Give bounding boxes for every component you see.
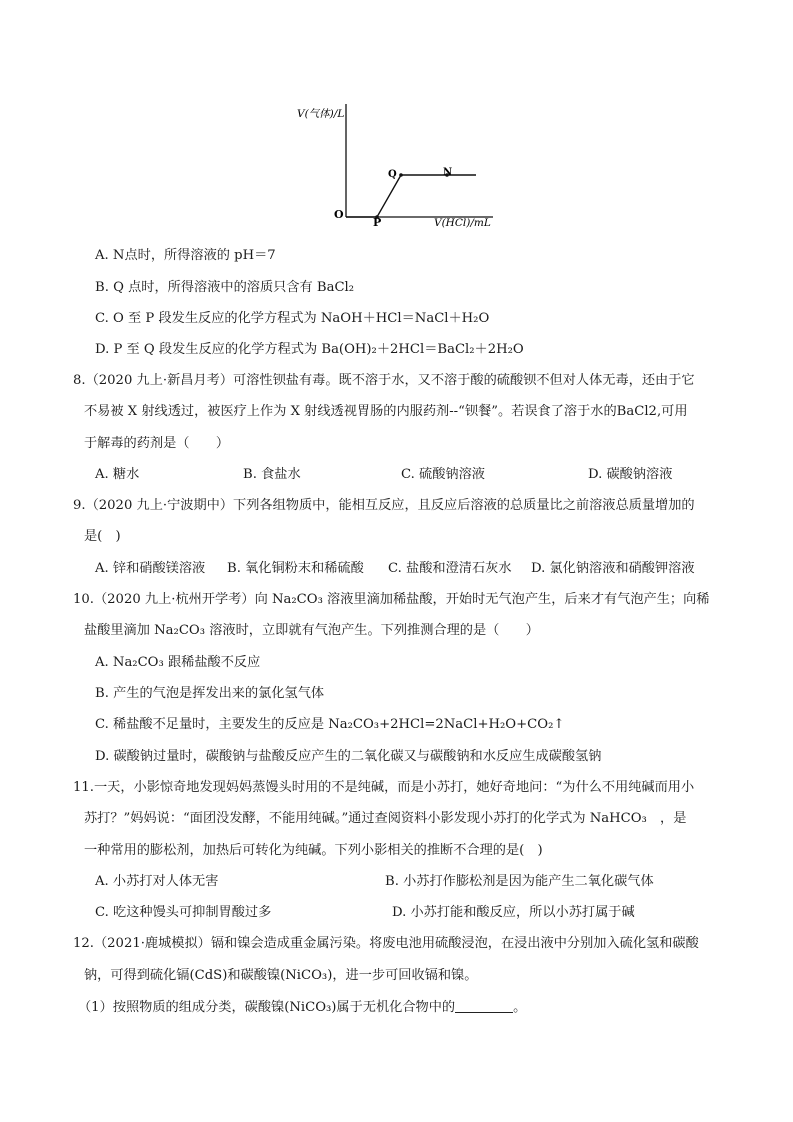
q11-stem-line3: 一种常用的膨松剂，加热后可转化为纯碱。下列小影相关的推断不合理的是( ) [84, 843, 543, 858]
q7-option-b: B. Q 点时，所得溶液中的溶质只含有 BaCl₂ [95, 280, 355, 295]
point-n-label: N [443, 167, 453, 178]
q10-option-c: C. 稀盐酸不足量时，主要发生的反应是 Na₂CO₃+2HCl=2NaCl+H₂O+CO₂↑ [95, 717, 565, 732]
q10-stem-line1: 10.（2020 九上·杭州开学考）向 Na₂CO₃ 溶液里滴加稀盐酸，开始时无气泡产生，后来才有气泡产生；向稀 [73, 592, 710, 607]
q9-option-d: D. 氯化钠溶液和硝酸钾溶液 [531, 561, 695, 576]
q8-option-b: B. 食盐水 [243, 467, 301, 482]
q7-option-c: C. O 至 P 段发生反应的化学方程式为 NaOH＋HCl＝NaCl＋H₂O [95, 311, 490, 326]
point-q-marker [399, 173, 403, 177]
q7-option-a: A. N点时，所得溶液的 pH＝7 [95, 248, 276, 263]
q8-stem-line3: 于解毒的药剂是（ ） [84, 436, 230, 451]
q8-option-a: A. 糖水 [95, 467, 140, 482]
q9-option-a: A. 锌和硝酸镁溶液 [95, 561, 206, 576]
q8-stem-line1: 8.（2020 九上·新昌月考）可溶性钡盐有毒。既不溶于水，又不溶于酸的硫酸钡不但对人体无毒，还由于它 [73, 373, 695, 388]
q12-stem-line2: 钠，可得到硫化镉(CdS)和碳酸镍(NiCO₃)，进一步可回收镉和镍。 [84, 968, 478, 983]
q9-option-c: C. 盐酸和澄清石灰水 [388, 561, 512, 576]
origin-label: O [334, 208, 344, 221]
q8-stem-line2: 不易被 X 射线透过，被医疗上作为 X 射线透视胃肠的内服药剂--“钡餐”。若误食了溶于水的BaCl2,可用 [84, 404, 688, 419]
q10-stem-line2: 盐酸里滴加 Na₂CO₃ 溶液时，立即就有气泡产生。下列推测合理的是（ ） [84, 623, 539, 638]
q11-option-c: C. 吃这种馒头可抑制胃酸过多 [95, 905, 272, 920]
q11-option-a: A. 小苏打对人体无害 [95, 874, 219, 889]
q7-option-d: D. P 至 Q 段发生反应的化学方程式为 Ba(OH)₂＋2HCl＝BaCl₂＋2H₂O [95, 342, 524, 357]
answer-blank[interactable] [455, 998, 513, 1013]
q10-option-a: A. Na₂CO₃ 跟稀盐酸不反应 [95, 655, 261, 670]
q8-option-d: D. 碳酸钠溶液 [588, 467, 673, 482]
graph-curve [346, 175, 476, 217]
q10-option-d: D. 碳酸钠过量时，碳酸钠与盐酸反应产生的二氧化碳又与碳酸钠和水反应生成碳酸氢钠 [95, 749, 602, 764]
q8-option-c: C. 硫酸钠溶液 [401, 467, 485, 482]
q10-option-b: B. 产生的气泡是挥发出来的氯化氢气体 [95, 686, 325, 701]
q9-option-b: B. 氧化铜粉末和稀硫酸 [227, 561, 364, 576]
q11-stem-line1: 11.一天，小影惊奇地发现妈妈蒸馒头时用的不是纯碱，而是小苏打，她好奇地问：“为什么不用纯碱而用小 [73, 780, 695, 795]
gas-volume-graph [0, 0, 793, 240]
q12-subquestion-1-end: 。 [513, 1000, 527, 1015]
q11-option-d: D. 小苏打能和酸反应，所以小苏打属于碱 [392, 905, 635, 920]
x-axis-label: V(HCl)/mL [434, 217, 491, 229]
q11-option-b: B. 小苏打作膨松剂是因为能产生二氧化碳气体 [385, 874, 654, 889]
y-axis-label: V(气体)/L [297, 108, 345, 120]
q9-stem-line2: 是( ) [84, 529, 121, 544]
point-q-label: Q [388, 169, 397, 180]
q11-stem-line2: 苏打？”妈妈说：“面团没发酵，不能用纯碱。”通过查阅资料小影发现小苏打的化学式为 NaHCO₃ ，是 [84, 811, 687, 826]
q9-stem-line1: 9.（2020 九上·宁波期中）下列各组物质中，能相互反应，且反应后溶液的总质量比之前溶液总质量增加的 [73, 498, 695, 513]
q12-subquestion-1-text: （1）按照物质的组成分类，碳酸镍(NiCO₃)属于无机化合物中的 [78, 1000, 456, 1015]
point-p-label: P [373, 216, 382, 229]
q12-stem-line1: 12.（2021·鹿城模拟）镉和镍会造成重金属污染。将废电池用硫酸浸泡，在浸出液中分别加入硫化氢和碳酸 [73, 936, 699, 951]
q12-subquestion-1 [78, 998, 526, 1017]
